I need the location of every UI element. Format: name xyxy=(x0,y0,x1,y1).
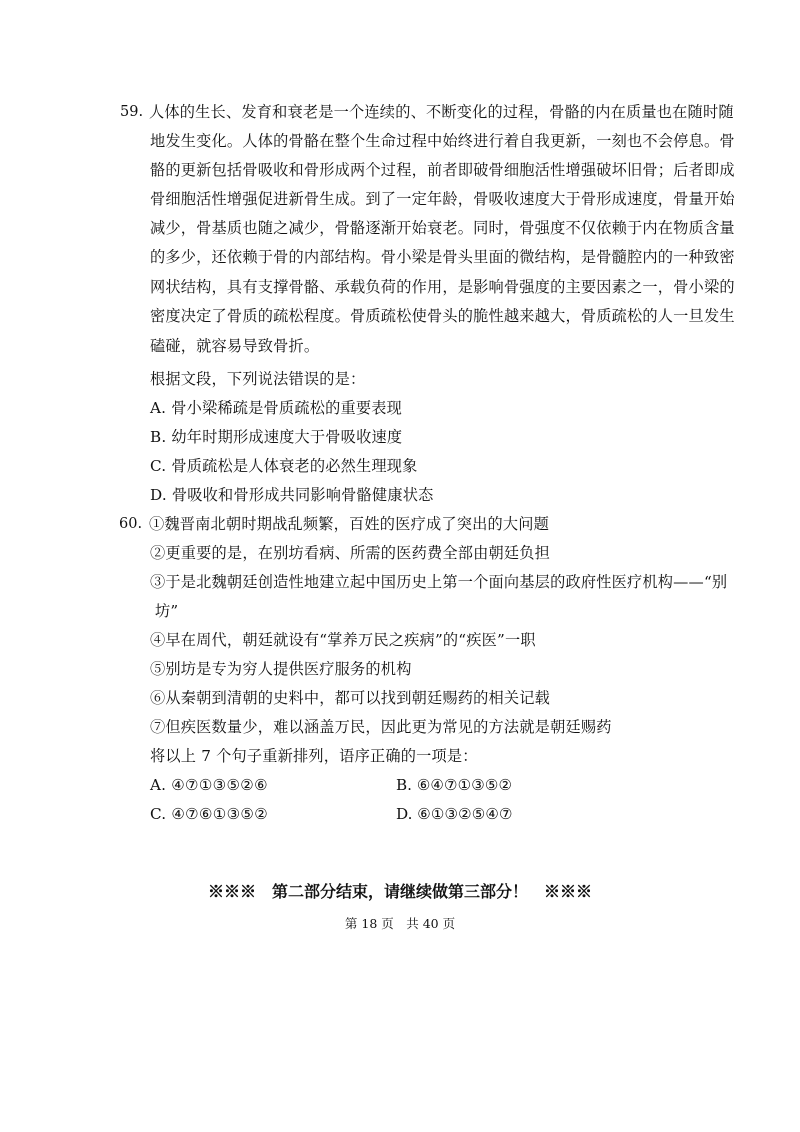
sentence-5: ⑤别坊是专为穷人提供医疗服务的机构 xyxy=(150,660,412,678)
question-60-number: 60. xyxy=(119,516,143,532)
passage-line: 的多少，还依赖于骨的内部结构。骨小梁是骨头里面的微结构，是骨髓腔内的一种致密 xyxy=(150,248,735,266)
passage-line: 减少，骨基质也随之减少，骨骼逐渐开始衰老。同时，骨强度不仅依赖于内在物质含量 xyxy=(150,219,735,237)
sentence-7: ⑦但疾医数量少，难以涵盖万民，因此更为常见的方法就是朝廷赐药 xyxy=(150,718,612,736)
question-60-option-d[interactable]: D. ⑥①③②⑤④⑦ xyxy=(396,805,513,823)
question-59-option-b[interactable]: B. 幼年时期形成速度大于骨吸收速度 xyxy=(150,428,403,446)
sentence-3: ③于是北魏朝廷创造性地建立起中国历史上第一个面向基层的政府性医疗机构——“别 xyxy=(150,573,728,591)
question-59-number: 59. xyxy=(120,104,144,120)
passage-line: 密度决定了骨质的疏松程度。骨质疏松使骨头的脆性越来越大，骨质疏松的人一旦发生 xyxy=(150,307,735,325)
question-60-option-b[interactable]: B. ⑥④⑦①③⑤② xyxy=(396,776,513,794)
passage-line: 骼的更新包括骨吸收和骨形成两个过程，前者即破骨细胞活性增强破坏旧骨；后者即成 xyxy=(150,161,735,179)
question-59-option-c[interactable]: C. 骨质疏松是人体衰老的必然生理现象 xyxy=(150,457,418,475)
question-59-prompt: 根据文段，下列说法错误的是： xyxy=(150,370,366,388)
passage-line: 骨细胞活性增强促进新骨生成。到了一定年龄，骨吸收速度大于骨形成速度，骨量开始 xyxy=(150,190,735,208)
question-60-option-a[interactable]: A. ④⑦①③⑤②⑥ xyxy=(150,776,268,794)
question-59-option-a[interactable]: A. 骨小梁稀疏是骨质疏松的重要表现 xyxy=(150,399,403,417)
question-60-prompt: 将以上 7 个句子重新排列，语序正确的一项是： xyxy=(150,747,478,765)
sentence-6: ⑥从秦朝到清朝的史料中，都可以找到朝廷赐药的相关记载 xyxy=(150,689,551,707)
page-number: 第 18 页 共 40 页 xyxy=(344,916,456,931)
passage-line: 人体的生长、发育和衰老是一个连续的、不断变化的过程，骨骼的内在质量也在随时随 xyxy=(149,103,734,121)
sentence-1: ①魏晋南北朝时期战乱频繁，百姓的医疗成了突出的大问题 xyxy=(149,515,550,533)
sentence-4: ④早在周代，朝廷就设有“掌养万民之疾病”的“疾医”一职 xyxy=(150,631,536,649)
passage-line: 磕碰，就容易导致骨折。 xyxy=(150,337,320,355)
passage-line: 网状结构，具有支撑骨骼、承载负荷的作用，是影响骨强度的主要因素之一，骨小梁的 xyxy=(150,278,735,296)
section-end-banner: ※※※ 第二部分结束，请继续做第三部分！ ※※※ xyxy=(207,882,592,901)
question-60-option-c[interactable]: C. ④⑦⑥①③⑤② xyxy=(150,805,269,823)
passage-line: 地发生变化。人体的骨骼在整个生命过程中始终进行着自我更新，一刻也不会停息。骨 xyxy=(150,132,735,150)
sentence-2: ②更重要的是，在别坊看病、所需的医药费全部由朝廷负担 xyxy=(150,544,551,562)
question-59-option-d[interactable]: D. 骨吸收和骨形成共同影响骨骼健康状态 xyxy=(150,486,434,504)
sentence-3-continuation: 坊” xyxy=(155,602,179,620)
